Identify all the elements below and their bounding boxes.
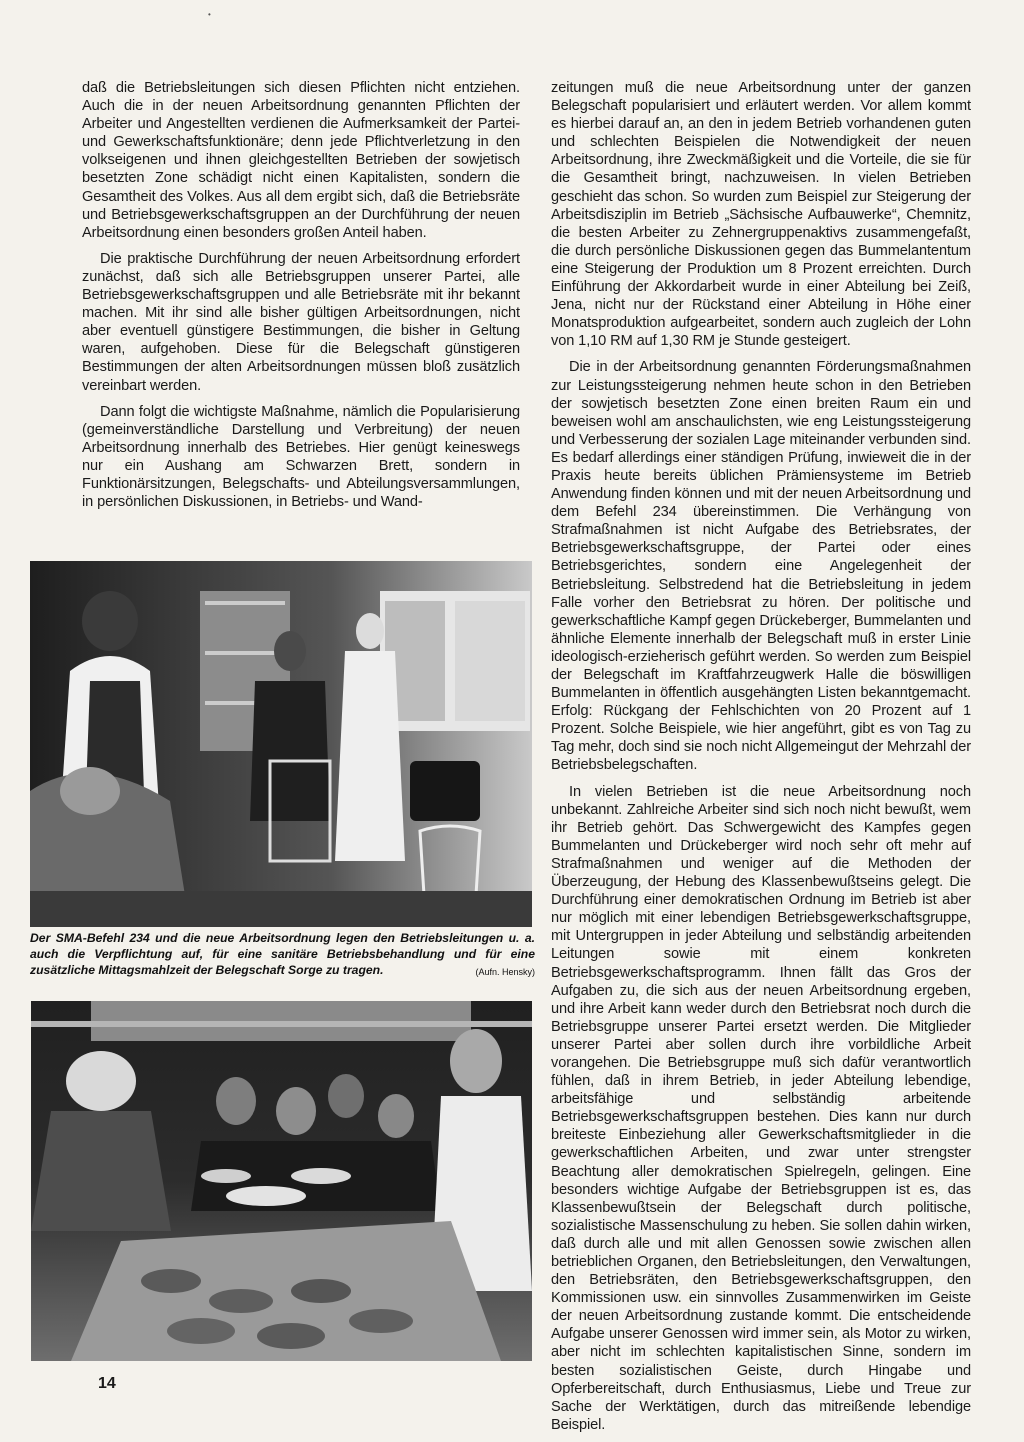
photo-credit: (Aufn. Hensky) bbox=[475, 967, 535, 977]
right-column bbox=[551, 79, 971, 1442]
paragraph: zeitungen muß die neue Arbeitsordnung unter der ganzen Belegschaft popularisiert und erläutert werden. Vor allem kommt es hierbei darauf an, an den in jedem Betrieb vorhandenen guten und schlechten Beispielen die Notwendigkeit der neuen Arbeitsordnung, ihre Zweckmäßigkeit und die Vorteile, die sie für die Gesamtheit bringt, nachzuweisen. In vielen Betrieben geschieht das schon. So wurden zum Beispiel zur Steigerung der Arbeitsdisziplin im Betrieb „Sächsische Aufbauwerke“, Chemnitz, die besten Arbeiter zu Zehnergruppenaktivs zusammengefaßt, die durch persönliche Diskussionen gegen das Bummelantentum eine Steigerung der Produktion um 8 Prozent erreichten. Durch Einführung der Akkordarbeit wurde in einer Abteilung bei Zeiß, Jena, nicht nur der Rückstand einer Abteilung in Höhe einer Monatsproduktion aufgearbeitet, sondern auch zugleich der Lohn von 1,10 RM auf 1,30 RM je Stunde gesteigert. bbox=[551, 80, 971, 350]
left-column bbox=[82, 79, 520, 519]
scan-speck: • bbox=[208, 10, 211, 19]
paragraph: Dann folgt die wichtigste Maßnahme, nämlich die Popularisierung (gemeinverständliche Darstellung und Verbreitung) der neuen Arbeitsordnung innerhalb des Betriebes. Hier genügt keineswegs nur ein Aushang am Schwarzen Brett, sondern in Funktionärsitzungen, Belegschafts- und Abteilungsversammlungen, in persönlichen Diskussionen, in Betriebs- und Wand- bbox=[82, 403, 520, 511]
caption-text: Der SMA-Befehl 234 und die neue Arbeitsordnung legen den Betriebsleitungen u. a. auch die Verpflichtung auf, für eine sanitäre Betriebsbehandlung und für eine zusätzliche Mittagsmahlzeit der Belegschaft Sorge zu tragen. bbox=[30, 931, 535, 977]
paragraph: In vielen Betrieben ist die neue Arbeitsordnung noch unbekannt. Zahlreiche Arbeiter sind sich noch nicht bewußt, wem ihr Betrieb gehört. Das Schwergewicht des Kampfes gegen Bummelanten und Drückeberger wird noch sehr oft mehr auf Strafmaßnahmen und weniger auf die Methoden der Überzeugung, der Hebung des Klassenbewußtseins gelegt. Die Durchführung einer demokratischen Ordnung im Betrieb ist aber nur möglich mit einer lebendigen Betriebsgewerkschaftsgruppe, mit Untergruppen in jeder Abteilung und selbständig arbeitenden Leitungen sowie mit einem konkreten Betriebsgewerkschaftsprogramm. Ihnen fällt das Gros der Aufgaben zu, die sich aus der neuen Arbeitsordnung ergeben, und ihre Arbeit kann weder durch den Betriebsrat noch durch die Betriebsgruppe unserer Partei ersetzt werden. Die Mitglieder unserer Partei aber sollen durch ihre vorbildliche Arbeit vorangehen. Die Betriebsgruppe muß sich dafür verantwortlich fühlen, daß in ihrem Betrieb, in jeder Abteilung lebendige, arbeitsfähige und selbständig arbeitende Betriebsgewerkschaftsgruppen bestehen. Dies kann nur durch breiteste Einbeziehung aller Gewerkschaftsmitglieder in die gewerkschaftlichen Arbeiten, und zwar unter strengster Beachtung aller demokratischen Spielregeln, gelingen. Eine besonders wichtige Aufgabe der Betriebsgruppen ist es, das Klassenbewußtsein der Belegschaft durch politische, sozialistische Massenschulung zu heben. Sie sollen dahin wirken, daß durch alle und mit allen Genossen sowie zwischen allen betrieblichen Organen, den Betriebsleitungen, den Verwaltungen, den Betriebsräten, den Betriebsgewerkschaftsgruppen, den Kommissionen usw. ein sinnvolles Zusammenwirken im Geiste der neuen Arbeitsordnung zustande kommt. Die entscheidende Aufgabe unserer Genossen wird immer sein, als Motor zu wirken, aber nicht im schlechten kapitalistischen Sinne, sondern im besten sozialistischen Geiste, durch Hingabe und Opferbereitschaft, durch Enthusiasmus, Liebe und Treue zur Sache der Werktätigen, durch das mitreißende lebendige Beispiel. bbox=[551, 783, 971, 1433]
paragraph: daß die Betriebsleitungen sich diesen Pflichten nicht entziehen. Auch die in der neuen Arbeitsordnung genannten Pflichten der Arbeiter und Angestellten verdienen die Aufmerksamkeit der Partei- und Gewerkschaftsfunktionäre; denn jede Pflichtverletzung in den volkseigenen und ihnen gleichgestellten Betrieben der sowjetisch besetzten Zone schädigt nicht einen Kapitalisten, sondern die Gesamtheit des Volkes. Aus all dem ergibt sich, daß die Betriebsräte und Betriebsgewerkschaftsgruppen an der Durchführung der neuen Arbeitsordnung einen besonders großen Anteil haben. bbox=[82, 80, 520, 241]
page-number: 14 bbox=[98, 1375, 116, 1392]
paragraph: Die praktische Durchführung der neuen Arbeitsordnung erfordert zunächst, daß sich alle Betriebsgruppen unserer Partei, alle Betriebsgewerkschaftsgruppen und alle Betriebsräte mit ihr bekannt machen. Mit ihr sind alle bisher gültigen Arbeitsordnungen, nicht aber eventuell günstigere Bestimmungen, die bisher in Geltung waren, aufgehoben. Diese für die Belegschaft günstigeren Bestimmungen der alten Arbeitsordnungen müssen bloß zusätzlich vereinbart werden. bbox=[82, 250, 520, 394]
photo-medical-room bbox=[30, 561, 532, 927]
paragraph: Die in der Arbeitsordnung genannten Förderungsmaßnahmen zur Leistungssteigerung nehmen heute schon in den Betrieben der sowjetisch besetzten Zone einen breiten Raum ein und beweisen wohl am anschaulichsten, wie eng Leistungssteigerung und Verbesserung der sozialen Lage miteinander verbunden sind. Es bedarf allerdings einer ständigen Prüfung, inwieweit die in der Praxis heute bereits üblichen Prämiensysteme im Betrieb Anwendung finden können und mit der neuen Arbeitsordnung und dem Befehl 234 übereinstimmen. Die Verhängung von Strafmaßnahmen ist nicht Aufgabe des Betriebsrates, der Betriebsgewerkschaftsgruppe, der Partei oder eines Betriebsgerichtes, sondern eine Angelegenheit der Betriebsleitung. Selbstredend hat die Betriebsleitung in jedem Falle vorher den Betriebsrat zu hören. Der politische und gewerkschaftliche Kampf gegen Drückeberger, Bummelanten und ähnliche Elemente innerhalb der Belegschaft muß in erster Linie ideologisch-erzieherisch geführt werden. So werden zum Beispiel der Belegschaft im Kraftfahrzeugwerk Halle die böswilligen Bummelanten in öffentlich ausgehängten Listen bekanntgemacht. Erfolg: Rückgang der Fehlschichten von 20 Prozent auf 1 Prozent. Solche Beispiele, wie hier angeführt, gibt es von Tag zu Tag mehr, doch sind sie noch nicht Allgemeingut der Mehrzahl der Betriebsbelegschaften. bbox=[551, 359, 971, 774]
photo-caption bbox=[30, 930, 535, 980]
photo-canteen-meal bbox=[31, 1001, 532, 1361]
